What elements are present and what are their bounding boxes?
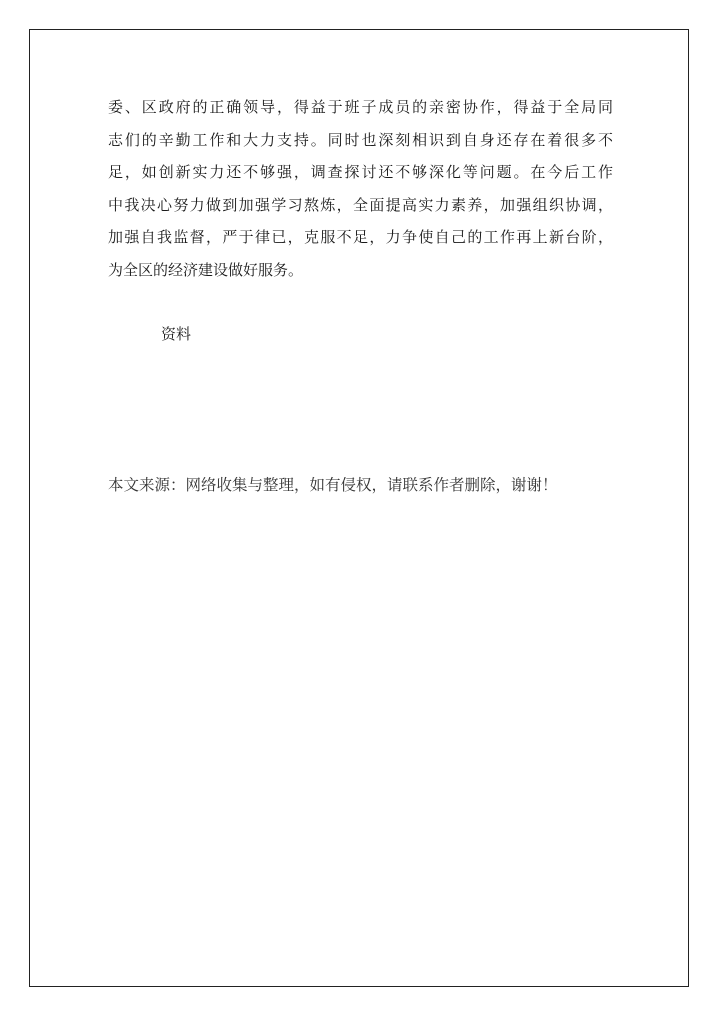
paragraph-line: 足，如创新实力还不够强，调查探讨还不够深化等问题。在今后工作 bbox=[108, 163, 613, 181]
note-label: 资料 bbox=[161, 325, 192, 343]
body-paragraph bbox=[108, 91, 613, 286]
paragraph-line: 中我决心努力做到加强学习熬炼，全面提高实力素养，加强组织协调， bbox=[108, 195, 613, 214]
source-notice: 本文来源：网络收集与整理，如有侵权，请联系作者删除，谢谢！ bbox=[108, 476, 558, 494]
paragraph-line: 志们的辛勤工作和大力支持。同时也深刻相识到自身还存在着很多不 bbox=[108, 130, 613, 149]
paragraph-line: 加强自我监督，严于律已，克服不足，力争使自己的工作再上新台阶， bbox=[108, 228, 613, 246]
paragraph-line: 委、区政府的正确领导，得益于班子成员的亲密协作，得益于全局同 bbox=[108, 98, 613, 116]
paragraph-line: 为全区的经济建设做好服务。 bbox=[108, 260, 304, 279]
